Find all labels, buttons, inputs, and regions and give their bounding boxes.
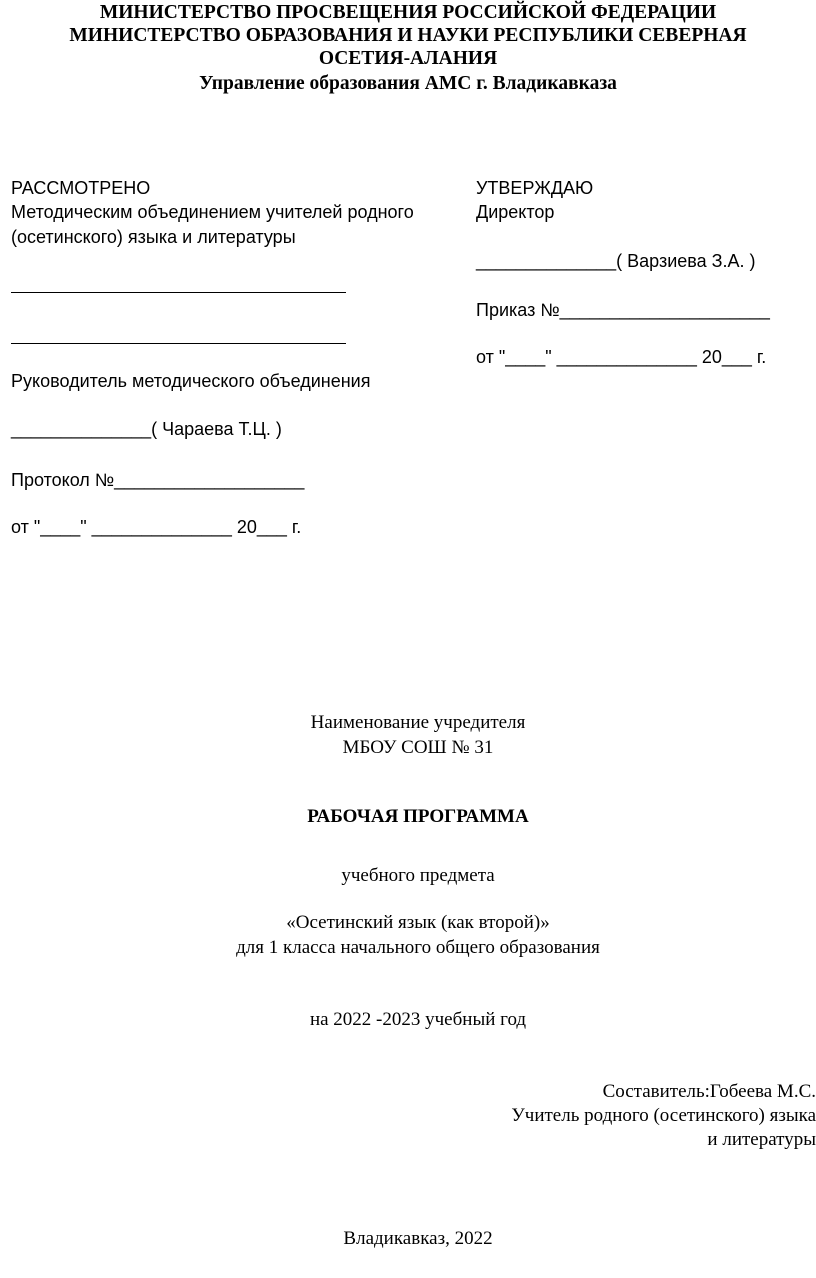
author-name: Составитель:Гобеева М.С.	[602, 1081, 816, 1102]
grade-line: для 1 класса начального общего образования	[236, 937, 600, 958]
department-heading: Управление образования АМС г. Владикавказа	[199, 73, 617, 94]
ministry-heading-line-1: МИНИСТЕРСТВО ПРОСВЕЩЕНИЯ РОССИЙСКОЙ ФЕДЕРАЦИИ	[99, 2, 717, 23]
methodical-head-title: Руководитель методического объединения	[11, 371, 371, 391]
ministry-heading-line-2: МИНИСТЕРСТВО ОБРАЗОВАНИЯ И НАУКИ РЕСПУБЛИКИ СЕВЕРНАЯ	[69, 25, 747, 46]
city-year: Владикавказ, 2022	[343, 1228, 493, 1249]
reviewed-org-line-1: Методическим объединением учителей родного	[11, 202, 414, 222]
director-signature: ______________( Варзиева З.А. )	[476, 251, 756, 271]
protocol-number: Протокол №___________________	[11, 470, 305, 490]
document-title: РАБОЧАЯ ПРОГРАММА	[307, 806, 529, 827]
ministry-heading-line-3: ОСЕТИЯ-АЛАНИЯ	[318, 48, 498, 69]
reviewed-title: РАССМОТРЕНО	[11, 178, 151, 198]
signature-blank-line-2	[11, 343, 346, 344]
school-name: МБОУ СОШ № 31	[342, 737, 494, 758]
founder-label: Наименование учредителя	[310, 712, 526, 733]
order-date: от "____" ______________ 20___ г.	[476, 347, 767, 367]
author-position-line-2: и литературы	[707, 1129, 816, 1150]
subject-label: учебного предмета	[341, 865, 495, 886]
protocol-date: от "____" ______________ 20___ г.	[11, 517, 302, 537]
order-number: Приказ №_____________________	[476, 300, 770, 320]
methodical-head-signature: ______________( Чараева Т.Ц. )	[11, 419, 282, 439]
reviewed-org-line-2: (осетинского) языка и литературы	[11, 227, 296, 247]
author-position-line-1: Учитель родного (осетинского) языка	[511, 1105, 816, 1126]
director-position: Директор	[476, 202, 555, 222]
signature-blank-line-1	[11, 292, 346, 293]
approved-title: УТВЕРЖДАЮ	[476, 178, 594, 198]
academic-year: на 2022 -2023 учебный год	[309, 1009, 527, 1030]
subject-name: «Осетинский язык (как второй)»	[286, 912, 550, 933]
